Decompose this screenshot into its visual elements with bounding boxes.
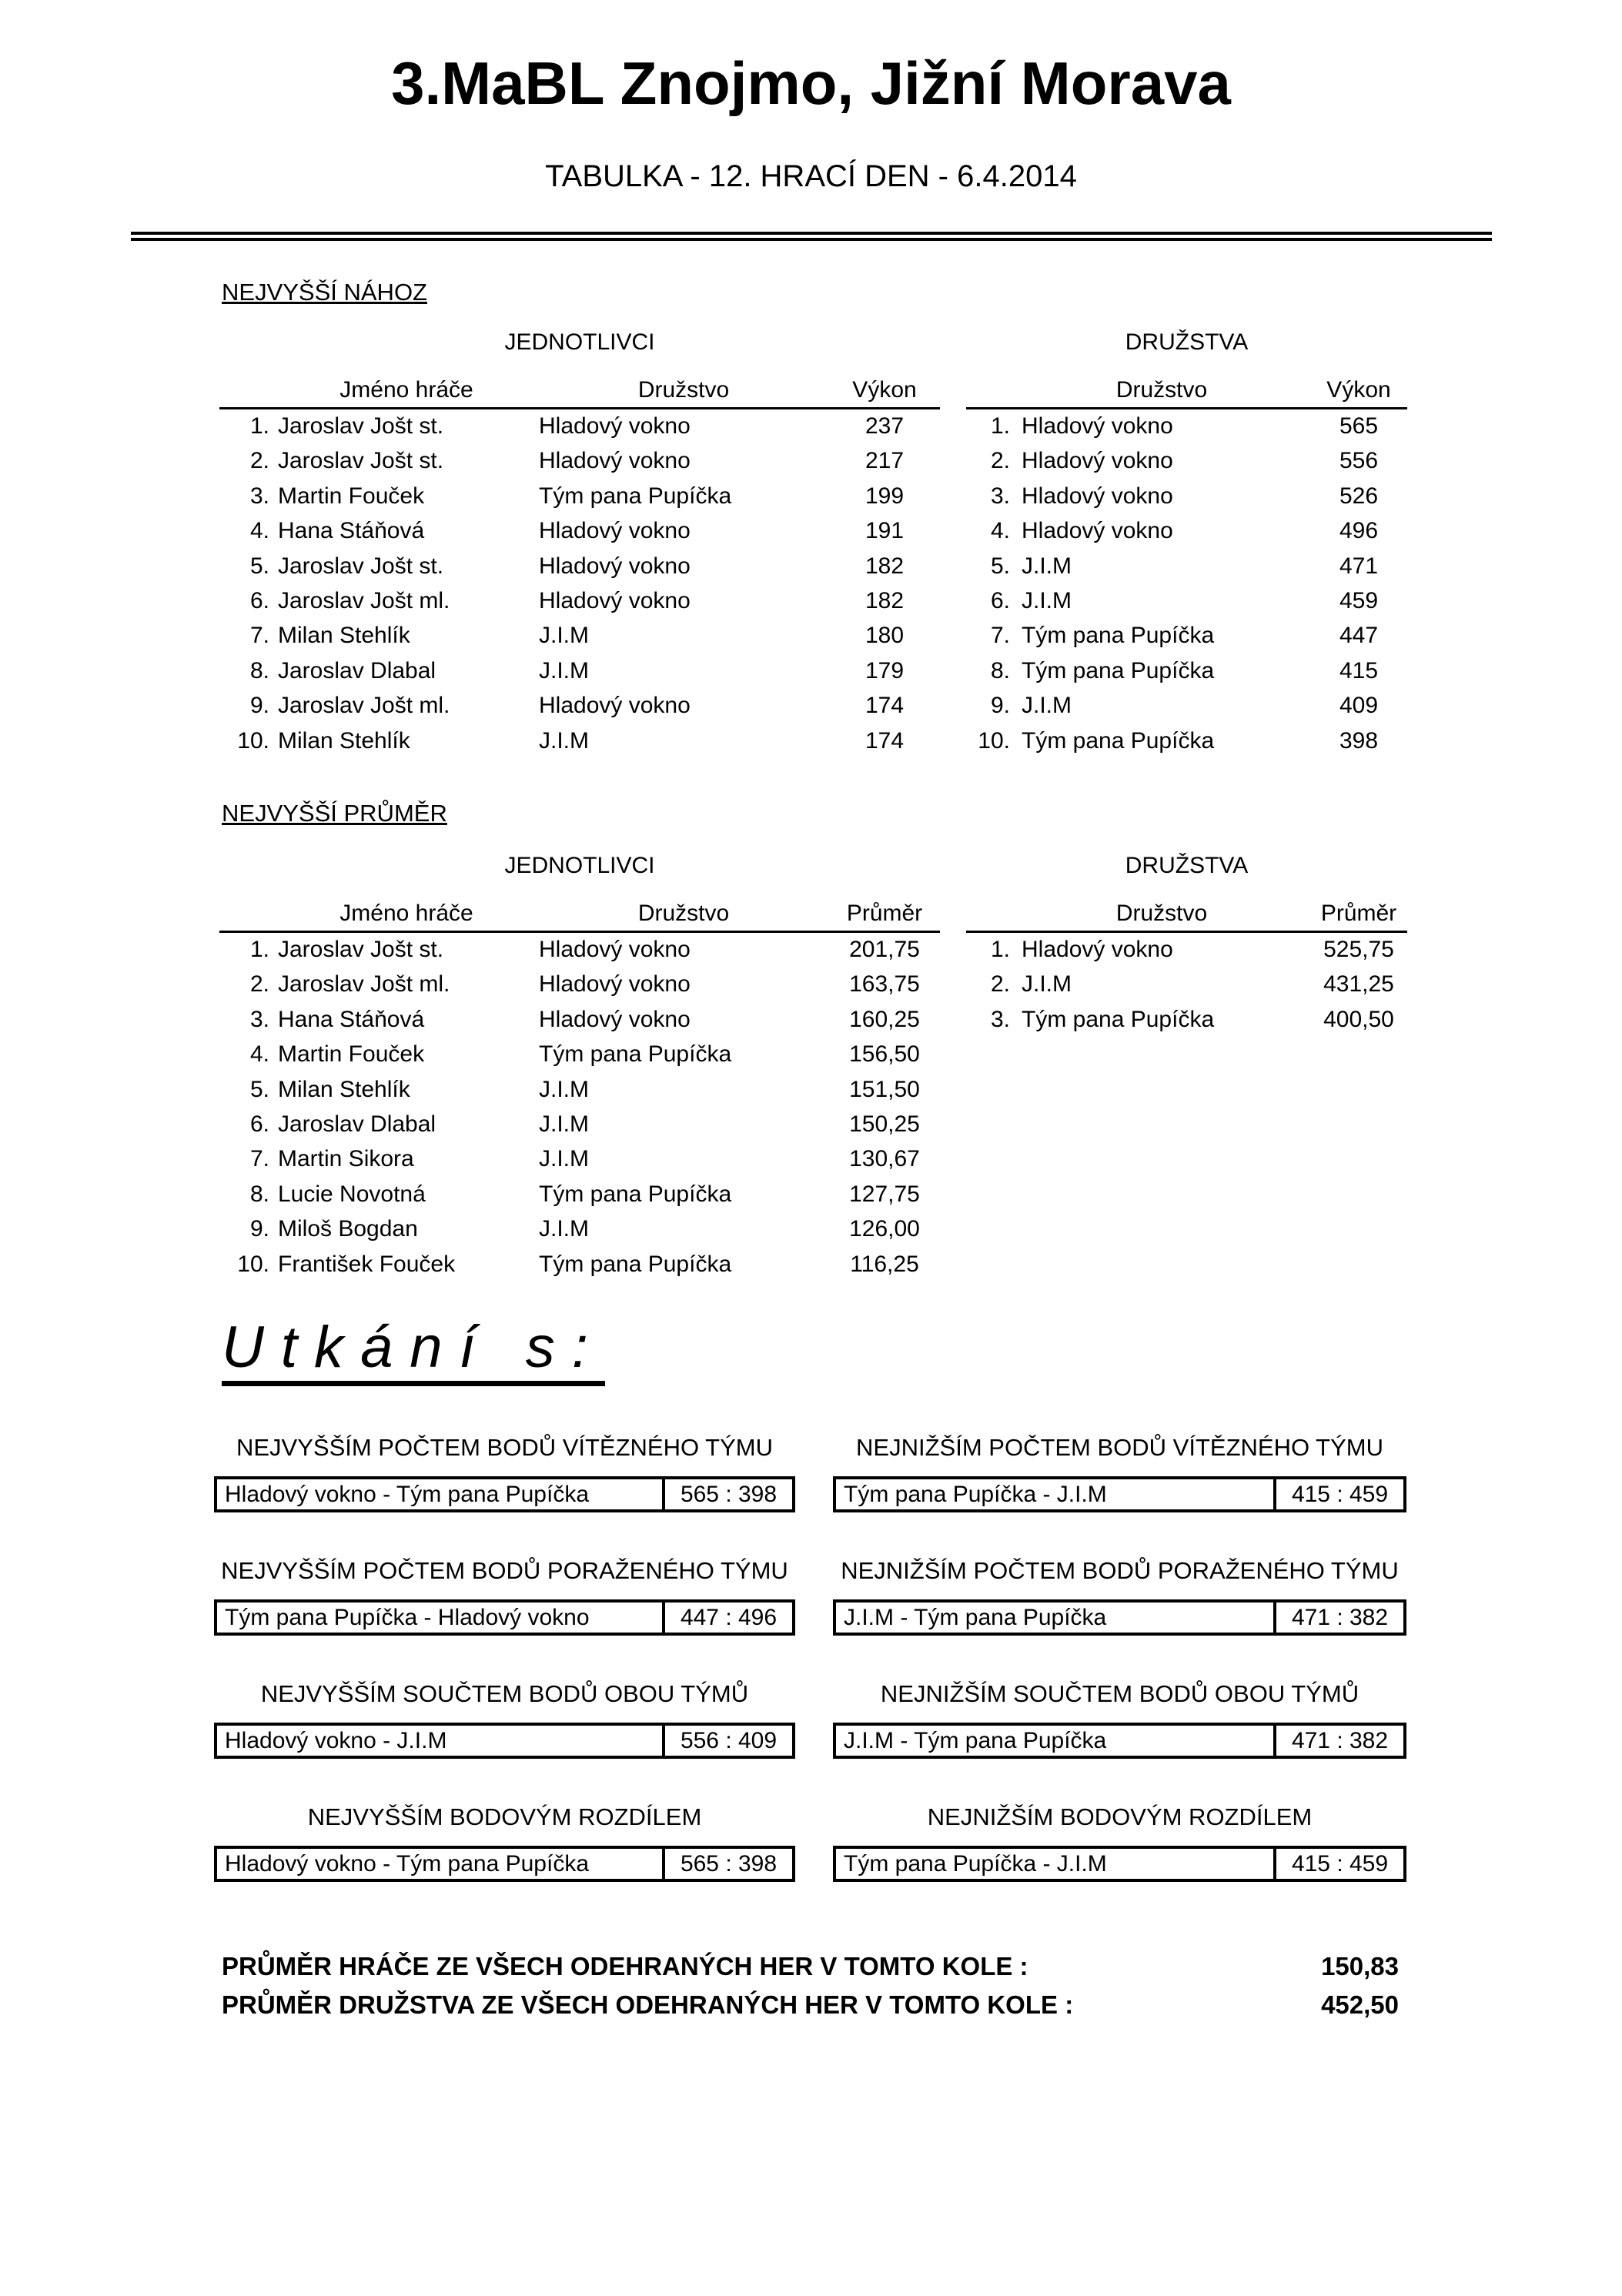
stat-lowest-total-points [833, 1679, 1406, 1763]
column-header-name: Jméno hráče [339, 377, 473, 403]
table-rows [219, 409, 940, 758]
stat-box [214, 1599, 795, 1636]
nahoz-teams-table [966, 327, 1407, 774]
stat-score: 447 : 496 [662, 1603, 792, 1633]
summary-label: PRŮMĚR HRÁČE ZE VŠECH ODEHRANÝCH HER V TOMTO KOLE : [222, 1952, 1028, 1980]
table-row: 10. Milan Stehlík J.I.M 174 [237, 727, 905, 754]
stat-highest-point-difference [214, 1802, 795, 1887]
stat-score: 415 : 459 [1273, 1849, 1403, 1879]
column-header-team: Družstvo [637, 377, 730, 403]
stat-box [833, 1476, 1406, 1512]
stat-match: Tým pana Pupíčka - J.I.M [844, 1851, 1107, 1877]
table-rows [966, 932, 1407, 1037]
column-header-value: Průměr [846, 901, 923, 926]
table-row: 1. Hladový vokno 525,75 [990, 937, 1394, 962]
stat-match: J.I.M - Tým pana Pupíčka [844, 1728, 1107, 1753]
column-header-team: Družstvo [637, 901, 730, 926]
table-row: 4. Hladový vokno 496 [990, 518, 1379, 544]
column-header-value: Výkon [1326, 377, 1391, 403]
table-row: 9. Miloš Bogdan J.I.M 126,00 [249, 1216, 920, 1242]
stat-label: NEJVYŠŠÍM SOUČTEM BODŮ OBOU TÝMŮ [260, 1680, 749, 1707]
stat-label: NEJNIŽŠÍM SOUČTEM BODŮ OBOU TÝMŮ [880, 1680, 1359, 1707]
table-caption: JEDNOTLIVCI [504, 853, 655, 878]
stat-box [833, 1846, 1406, 1882]
summary-label: PRŮMĚR DRUŽSTVA ZE VŠECH ODEHRANÝCH HER V TOMTO KOLE : [222, 1990, 1074, 2019]
table-rows [219, 932, 940, 1282]
table-row: 5. J.I.M 471 [990, 553, 1379, 579]
stat-match: Hladový vokno - Tým pana Pupíčka [225, 1851, 590, 1877]
stat-lowest-winner-points [833, 1432, 1406, 1517]
stat-box [214, 1476, 795, 1512]
stat-score: 565 : 398 [662, 1849, 792, 1879]
table-row: 10. Tým pana Pupíčka 398 [978, 727, 1379, 754]
prumer-individuals-table [219, 851, 940, 1297]
summary-player-average [222, 1947, 1399, 1986]
stat-label: NEJVYŠŠÍM POČTEM BODŮ VÍTĚZNÉHO TÝMU [236, 1434, 773, 1461]
section-heading-nahoz: NEJVYŠŠÍ NÁHOZ [222, 279, 427, 306]
page-title: 3.MaBL Znojmo, Jižní Morava [391, 49, 1231, 117]
stat-score: 471 : 382 [1273, 1726, 1403, 1756]
stat-box [833, 1723, 1406, 1759]
table-row: 5. Milan Stehlík J.I.M 151,50 [249, 1076, 920, 1102]
table-row: 1. Jaroslav Jošt st. Hladový vokno 237 [249, 413, 905, 439]
nahoz-individuals-table [219, 327, 940, 774]
table-rows [966, 409, 1407, 758]
prumer-teams-table [966, 851, 1407, 1081]
table-row: 5. Jaroslav Jošt st. Hladový vokno 182 [249, 553, 905, 579]
table-row: 9. Jaroslav Jošt ml. Hladový vokno 174 [249, 693, 905, 719]
stat-label: NEJVYŠŠÍM POČTEM BODŮ PORAŽENÉHO TÝMU [221, 1557, 788, 1584]
double-rule-divider [131, 232, 1492, 241]
stat-lowest-loser-points [833, 1556, 1406, 1640]
table-row: 10. František Fouček Tým pana Pupíčka 116,25 [237, 1251, 919, 1277]
stat-match: Hladový vokno - J.I.M [225, 1728, 447, 1753]
stat-label: NEJVYŠŠÍM BODOVÝM ROZDÍLEM [307, 1803, 702, 1830]
stat-match: Hladový vokno - Tým pana Pupíčka [225, 1482, 590, 1507]
table-header-row [219, 375, 940, 406]
table-caption: DRUŽSTVA [1125, 853, 1249, 878]
stat-highest-total-points [214, 1679, 795, 1763]
section-heading-utkani: Utkání s: [222, 1318, 605, 1386]
stat-score: 565 : 398 [662, 1479, 792, 1509]
table-row: 4. Hana Stáňová Hladový vokno 191 [249, 518, 905, 544]
table-row: 2. Jaroslav Jošt st. Hladový vokno 217 [249, 448, 905, 474]
table-row: 6. J.I.M 459 [990, 587, 1379, 613]
table-caption: DRUŽSTVA [1125, 329, 1249, 355]
stat-highest-winner-points [214, 1432, 795, 1517]
table-row: 6. Jaroslav Jošt ml. Hladový vokno 182 [249, 587, 905, 613]
column-header-value: Výkon [852, 377, 917, 403]
table-row: 2. Hladový vokno 556 [990, 448, 1379, 474]
column-header-value: Průměr [1320, 901, 1397, 926]
table-row: 8. Tým pana Pupíčka 415 [990, 657, 1379, 683]
stat-match: Tým pana Pupíčka - J.I.M [844, 1482, 1107, 1507]
stat-highest-loser-points [214, 1556, 795, 1640]
stat-label: NEJNIŽŠÍM POČTEM BODŮ PORAŽENÉHO TÝMU [841, 1557, 1399, 1584]
stat-box [833, 1599, 1406, 1636]
table-row: 7. Martin Sikora J.I.M 130,67 [249, 1146, 920, 1172]
page-subtitle: TABULKA - 12. HRACÍ DEN - 6.4.2014 [545, 159, 1077, 193]
table-row: 7. Tým pana Pupíčka 447 [990, 623, 1379, 649]
table-row: 4. Martin Fouček Tým pana Pupíčka 156,50 [249, 1041, 920, 1068]
table-row: 2. J.I.M 431,25 [990, 971, 1394, 998]
stat-label: NEJNIŽŠÍM POČTEM BODŮ VÍTĚZNÉHO TÝMU [856, 1434, 1383, 1461]
stat-lowest-point-difference [833, 1802, 1406, 1887]
stat-box [214, 1723, 795, 1759]
table-row: 3. Hladový vokno 526 [990, 483, 1379, 509]
table-header-row [219, 898, 940, 929]
column-header-team: Družstvo [1115, 377, 1208, 403]
table-header-row [966, 375, 1407, 406]
stat-score: 415 : 459 [1273, 1479, 1403, 1509]
table-row: 2. Jaroslav Jošt ml. Hladový vokno 163,75 [249, 971, 920, 998]
table-row: 8. Lucie Novotná Tým pana Pupíčka 127,75 [249, 1181, 920, 1207]
table-row: 1. Jaroslav Jošt st. Hladový vokno 201,75 [249, 937, 920, 962]
summary-value: 452,50 [1321, 1990, 1399, 2019]
table-caption: JEDNOTLIVCI [504, 329, 655, 355]
table-row: 3. Martin Fouček Tým pana Pupíčka 199 [249, 483, 905, 509]
column-header-team: Družstvo [1115, 901, 1208, 926]
table-header-row [966, 898, 1407, 929]
stat-match: J.I.M - Tým pana Pupíčka [844, 1605, 1107, 1630]
table-row: 1. Hladový vokno 565 [990, 413, 1379, 439]
stat-label: NEJNIŽŠÍM BODOVÝM ROZDÍLEM [927, 1803, 1313, 1830]
stat-box [214, 1846, 795, 1882]
stat-match: Tým pana Pupíčka - Hladový vokno [225, 1605, 590, 1630]
table-row: 6. Jaroslav Dlabal J.I.M 150,25 [249, 1111, 920, 1137]
stat-score: 556 : 409 [662, 1726, 792, 1756]
stat-score: 471 : 382 [1273, 1603, 1403, 1633]
table-row: 3. Tým pana Pupíčka 400,50 [990, 1006, 1394, 1032]
column-header-name: Jméno hráče [339, 901, 473, 926]
table-row: 9. J.I.M 409 [990, 693, 1379, 719]
summary-team-average [222, 1986, 1399, 2024]
summary-value: 150,83 [1321, 1952, 1399, 1980]
section-heading-prumer: NEJVYŠŠÍ PRŮMĚR [222, 800, 447, 827]
table-row: 8. Jaroslav Dlabal J.I.M 179 [249, 657, 905, 683]
table-row: 3. Hana Stáňová Hladový vokno 160,25 [249, 1006, 920, 1032]
table-row: 7. Milan Stehlík J.I.M 180 [249, 623, 905, 649]
